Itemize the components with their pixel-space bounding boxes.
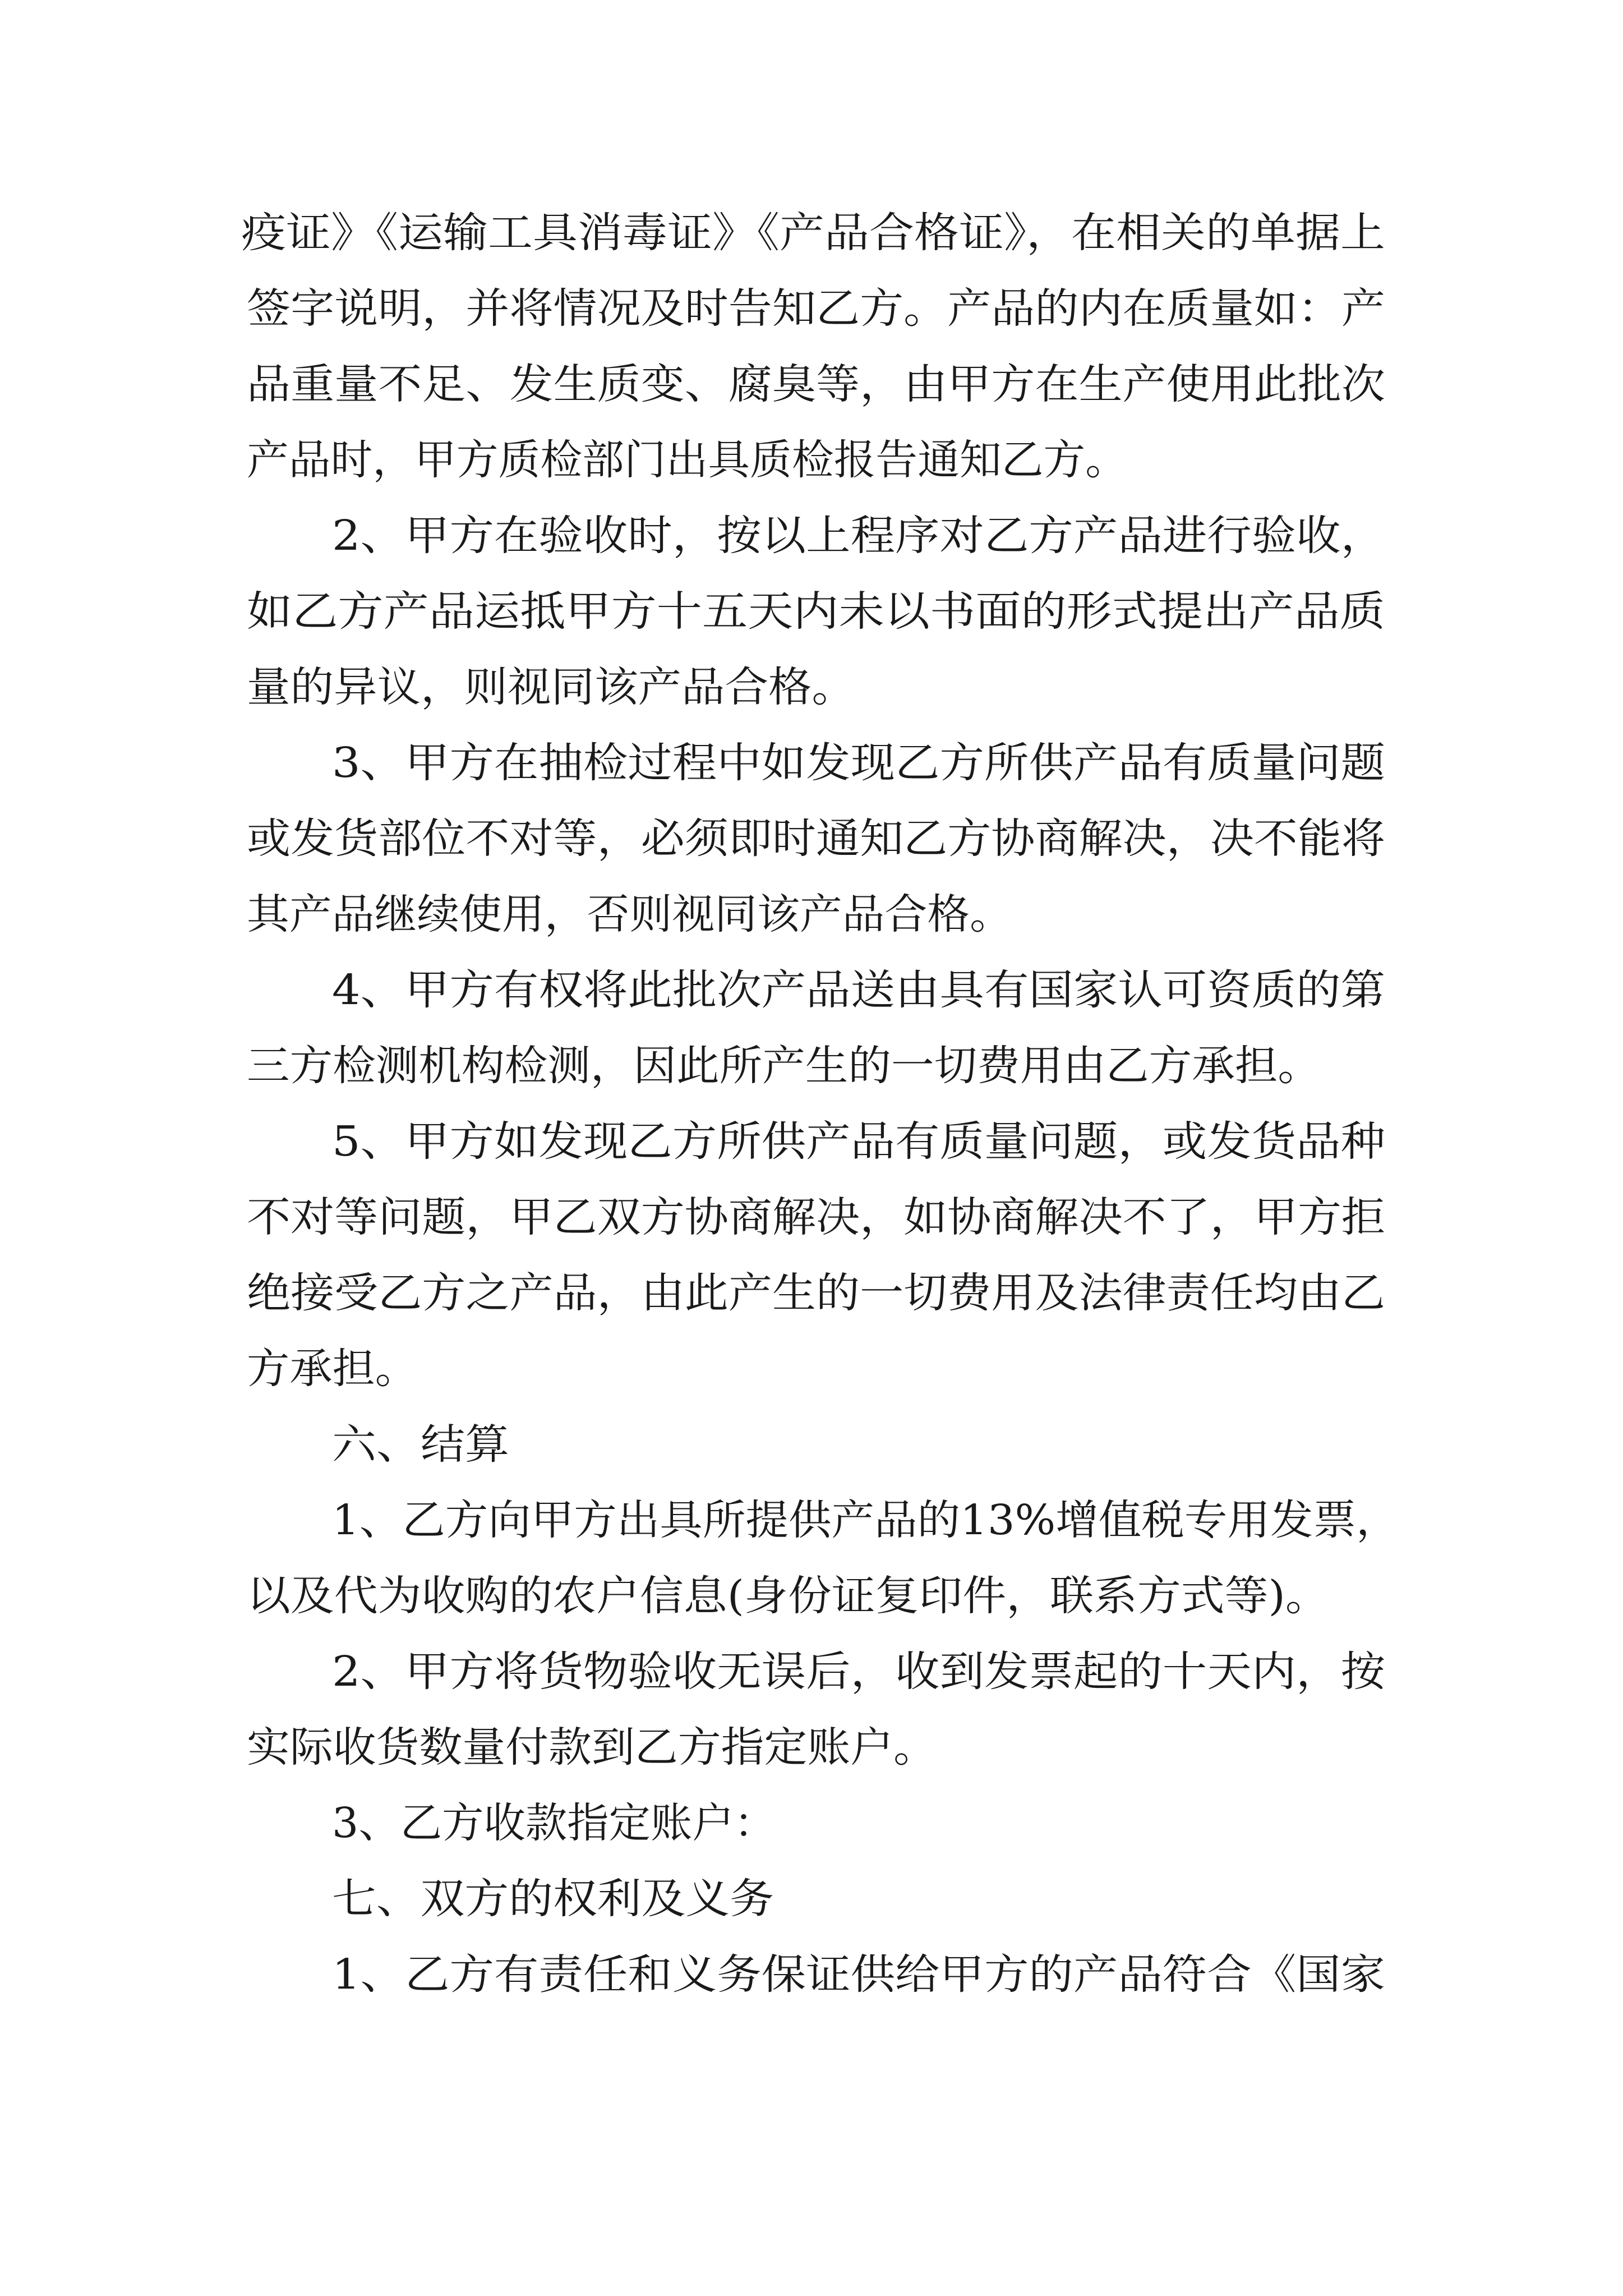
text-line: 三方检测机构检测，因此所产生的一切费用由乙方承担。 — [247, 1042, 1321, 1090]
text-line: 实际收货数量付款到乙方指定账户。 — [247, 1723, 937, 1772]
text-line: 方承担。 — [247, 1345, 418, 1393]
section-heading: 六、结算 — [332, 1420, 509, 1469]
text-line: 2、甲方将货物验收无误后，收到发票起的十天内，按 — [332, 1648, 1386, 1696]
text-line: 3、乙方收款指定账户： — [332, 1799, 776, 1847]
text-line: 1、乙方向甲方出具所提供产品的13%增值税专用发票， — [332, 1496, 1399, 1544]
text-line: 5、甲方如发现乙方所供产品有质量问题，或发货品种 — [332, 1117, 1386, 1166]
text-line: 以及代为收购的农户信息(身份证复印件，联系方式等)。 — [247, 1572, 1329, 1620]
section-heading: 七、双方的权利及义务 — [332, 1875, 774, 1923]
text-line: 4、甲方有权将此批次产品送由具有国家认可资质的第 — [332, 966, 1386, 1014]
text-line: 其产品继续使用，否则视同该产品合格。 — [247, 890, 1012, 938]
text-line: 1、乙方有责任和义务保证供给甲方的产品符合《国家 — [332, 1950, 1386, 1999]
text-line: 绝接受乙方之产品，由此产生的一切费用及法律责任均由乙 — [247, 1269, 1385, 1317]
text-line: 签字说明，并将情况及时告知乙方。产品的内在质量如：产 — [247, 284, 1385, 333]
text-line: 产品时，甲方质检部门出具质检报告通知乙方。 — [247, 436, 1127, 484]
text-line: 不对等问题，甲乙双方协商解决，如协商解决不了，甲方拒 — [247, 1193, 1385, 1241]
text-line: 2、甲方在验收时，按以上程序对乙方产品进行验收， — [332, 512, 1386, 560]
text-line: 量的异议，则视同该产品合格。 — [247, 663, 855, 711]
text-line: 疫证》《运输工具消毒证》《产品合格证》，在相关的单据上 — [241, 209, 1385, 257]
text-line: 或发货部位不对等，必须即时通知乙方协商解决，决不能将 — [247, 815, 1385, 863]
text-line: 品重量不足、发生质变、腐臭等，由甲方在生产使用此批次 — [247, 360, 1385, 408]
text-line: 如乙方产品运抵甲方十五天内未以书面的形式提出产品质 — [247, 587, 1385, 636]
text-line: 3、甲方在抽检过程中如发现乙方所供产品有质量问题 — [332, 739, 1386, 787]
